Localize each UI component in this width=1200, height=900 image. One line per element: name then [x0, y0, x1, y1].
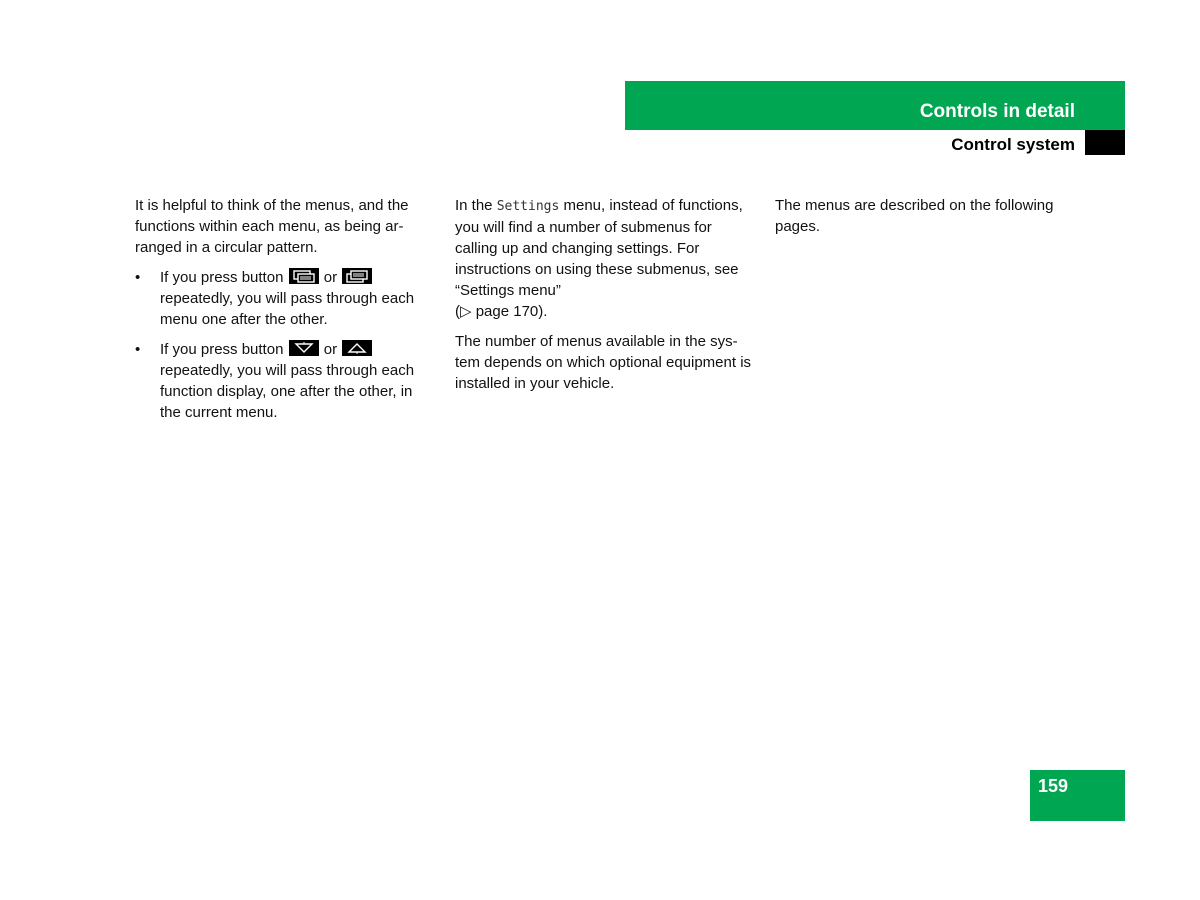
- bullet-text-post: repeatedly, you will pass through each function display, one after the other, in the current menu.: [160, 362, 415, 421]
- bullet-text-post: repeatedly, you will pass through each menu one after the other.: [160, 290, 415, 328]
- bullet-text-pre: If you press button: [160, 341, 284, 358]
- column-3: [775, 195, 1075, 246]
- section-title: Controls in detail: [919, 101, 1075, 122]
- menu-forward-key-icon: [342, 268, 372, 284]
- subsection-title: Control system: [951, 135, 1075, 154]
- following-pages-paragraph: The menus are described on the following pages.: [775, 197, 1054, 235]
- subsection-marker: [1085, 130, 1125, 155]
- column-2: [455, 195, 755, 403]
- bullet-item-function: [135, 339, 435, 423]
- arrow-down-key-icon: [289, 340, 319, 356]
- bullet-item-menu: [135, 267, 435, 330]
- menu-back-key-icon: [289, 268, 319, 284]
- bullet-text-or: or: [323, 269, 338, 286]
- bullet-text-or: or: [323, 341, 338, 358]
- arrow-up-key-icon: [342, 340, 372, 356]
- settings-menu-name: Settings: [496, 199, 560, 214]
- intro-paragraph: It is helpful to think of the menus, and the functions within each menu, as being arranged in a circular pattern.: [135, 197, 409, 256]
- bullet-text-pre: If you press button: [160, 269, 284, 286]
- settings-paragraph: [455, 195, 755, 322]
- settings-text-pre: In the: [455, 197, 493, 214]
- header-bar: [625, 81, 1125, 130]
- bullet-list: [135, 267, 435, 423]
- page-number: 159: [1038, 776, 1069, 796]
- settings-text-post: menu, instead of functions, you will find a number of submenus for calling up and changing settings. For instructions on using these submenus, see “Settings menu”: [455, 197, 743, 299]
- bullet-dot: •: [135, 341, 141, 358]
- bullet-dot: •: [135, 269, 141, 286]
- menus-count-paragraph: The number of menus available in the system depends on which optional equipment is installed in your vehicle.: [455, 333, 752, 392]
- page-reference: (▷ page 170).: [455, 303, 548, 320]
- column-1: [135, 195, 435, 432]
- subsection-row: [625, 130, 1125, 155]
- page-number-box: [1030, 770, 1125, 821]
